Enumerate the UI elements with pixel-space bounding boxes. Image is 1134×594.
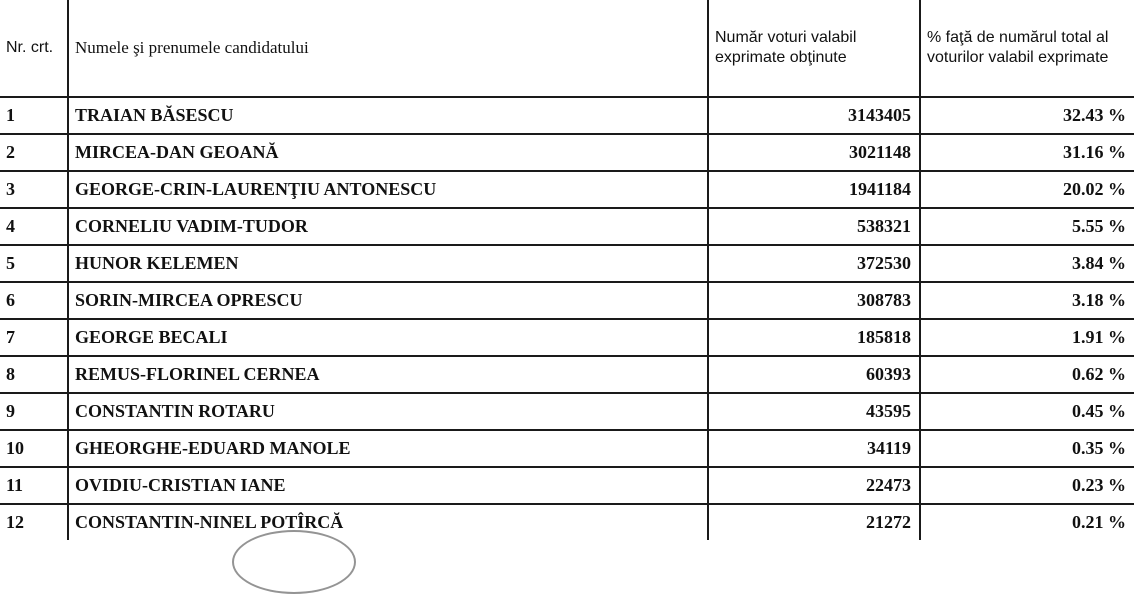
row-number: 3 [0, 171, 68, 208]
header-nr: Nr. crt. [0, 0, 68, 97]
candidate-name: CORNELIU VADIM-TUDOR [68, 208, 708, 245]
vote-percentage: 20.02 % [920, 171, 1134, 208]
vote-percentage: 3.84 % [920, 245, 1134, 282]
vote-count: 60393 [708, 356, 920, 393]
candidate-name: GEORGE BECALI [68, 319, 708, 356]
table-row [0, 393, 1134, 430]
row-number: 9 [0, 393, 68, 430]
table-row [0, 97, 1134, 134]
vote-count: 1941184 [708, 171, 920, 208]
vote-percentage: 0.62 % [920, 356, 1134, 393]
table-row [0, 171, 1134, 208]
vote-count: 308783 [708, 282, 920, 319]
header-percentage: % faţă de numărul total al voturilor valabil exprimate [920, 0, 1134, 97]
header-candidate-name: Numele şi prenumele candidatului [68, 0, 708, 97]
row-number: 6 [0, 282, 68, 319]
row-number: 12 [0, 504, 68, 540]
table-row [0, 319, 1134, 356]
vote-percentage: 3.18 % [920, 282, 1134, 319]
vote-percentage: 5.55 % [920, 208, 1134, 245]
table-row [0, 430, 1134, 467]
row-number: 2 [0, 134, 68, 171]
table-row [0, 356, 1134, 393]
table-row [0, 504, 1134, 540]
row-number: 10 [0, 430, 68, 467]
candidate-name: GEORGE-CRIN-LAURENŢIU ANTONESCU [68, 171, 708, 208]
table-row [0, 134, 1134, 171]
candidate-name: CONSTANTIN ROTARU [68, 393, 708, 430]
row-number: 11 [0, 467, 68, 504]
vote-count: 372530 [708, 245, 920, 282]
vote-percentage: 0.21 % [920, 504, 1134, 540]
table-row [0, 208, 1134, 245]
table-row [0, 467, 1134, 504]
table-row [0, 282, 1134, 319]
vote-count: 3143405 [708, 97, 920, 134]
header-row [0, 0, 1134, 97]
vote-count: 21272 [708, 504, 920, 540]
candidate-name: MIRCEA-DAN GEOANĂ [68, 134, 708, 171]
vote-count: 43595 [708, 393, 920, 430]
header-valid-votes: Număr voturi valabil exprimate obţinute [708, 0, 920, 97]
vote-count: 34119 [708, 430, 920, 467]
row-number: 1 [0, 97, 68, 134]
vote-percentage: 0.45 % [920, 393, 1134, 430]
table-row [0, 245, 1134, 282]
row-number: 8 [0, 356, 68, 393]
candidate-name: TRAIAN BĂSESCU [68, 97, 708, 134]
vote-count: 3021148 [708, 134, 920, 171]
candidate-name: REMUS-FLORINEL CERNEA [68, 356, 708, 393]
row-number: 7 [0, 319, 68, 356]
row-number: 5 [0, 245, 68, 282]
candidate-name: OVIDIU-CRISTIAN IANE [68, 467, 708, 504]
vote-percentage: 31.16 % [920, 134, 1134, 171]
vote-count: 22473 [708, 467, 920, 504]
candidate-name: CONSTANTIN-NINEL POTÎRCĂ [68, 504, 708, 540]
vote-percentage: 1.91 % [920, 319, 1134, 356]
vote-percentage: 0.23 % [920, 467, 1134, 504]
vote-percentage: 32.43 % [920, 97, 1134, 134]
row-number: 4 [0, 208, 68, 245]
vote-percentage: 0.35 % [920, 430, 1134, 467]
candidate-name: GHEORGHE-EDUARD MANOLE [68, 430, 708, 467]
candidate-name: HUNOR KELEMEN [68, 245, 708, 282]
candidate-name: SORIN-MIRCEA OPRESCU [68, 282, 708, 319]
vote-count: 538321 [708, 208, 920, 245]
vote-count: 185818 [708, 319, 920, 356]
